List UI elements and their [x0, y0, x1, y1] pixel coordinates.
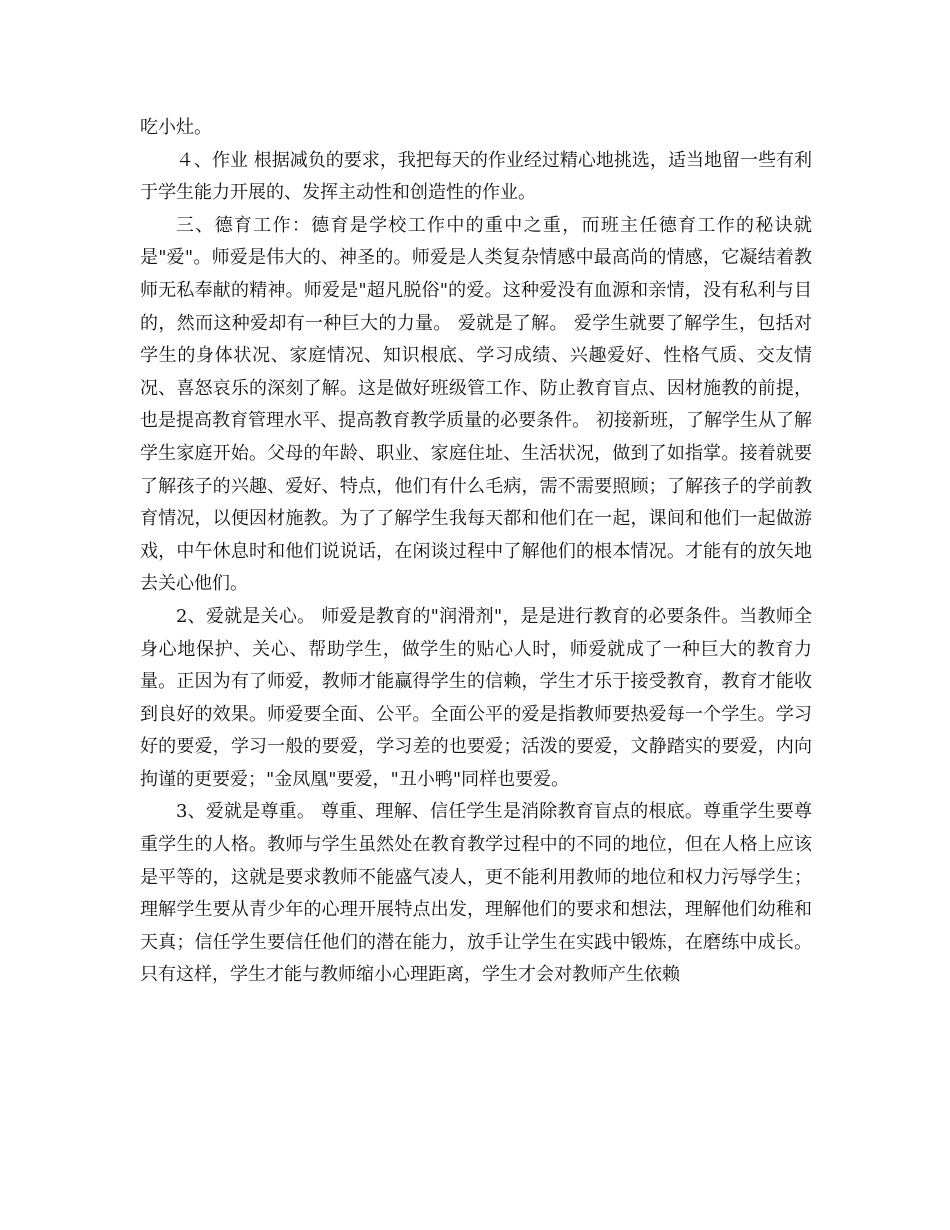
paragraph-4: 2、爱就是关心。 师爱是教育的"润滑剂"，是是进行教育的必要条件。当教师全身心地保护、关心、帮助学生，做学生的贴心人时，师爱就成了一种巨大的教育力量。正因为有了师爱，教师才能赢得学生的信赖，学生才乐于接受教育，教育才能收到良好的效果。师爱要全面、公平。全面公平的爱是指教师要热爱每一个学生。学习好的要爱，学习一般的要爱，学习差的也要爱；活泼的要爱，文静踏实的要爱，内向拘谨的更要爱；"金凤凰"要爱，"丑小鸭"同样也要爱。 [140, 605, 812, 790]
paragraph-2: ４、作业 根据减负的要求，我把每天的作业经过精心地挑选，适当地留一些有利于学生能力开展的、发挥主动性和创造性的作业。 [140, 149, 812, 204]
document-body [140, 112, 812, 992]
paragraph-3: 三、德育工作：德育是学校工作中的重中之重，而班主任德育工作的秘诀就是"爱"。师爱是伟大的、神圣的。师爱是人类复杂情感中最高尚的情感，它凝结着教师无私奉献的精神。师爱是"超凡脱俗"的爱。这种爱没有血源和亲情，没有私利与目的，然而这种爱却有一种巨大的力量。 爱就是了解。 爱学生就要了解学生，包括对学生的身体状况、家庭情况、知识根底、学习成绩、兴趣爱好、性格气质、交友情况、喜怒哀乐的深刻了解。这是做好班级管工作、防止教育盲点、因材施教的前提，也是提高教育管理水平、提高教育教学质量的必要条件。 初接新班，了解学生从了解学生家庭开始。父母的年龄、职业、家庭住址、生活状况，做到了如指掌。接着就要了解孩子的兴趣、爱好、特点，他们有什么毛病，需不需要照顾；了解孩子的学前教育情况，以便因材施教。为了了解学生我每天都和他们在一起，课间和他们一起做游戏，中午休息时和他们说说话，在闲谈过程中了解他们的根本情况。才能有的放矢地去关心他们。 [140, 214, 812, 595]
paragraph-5: 3、爱就是尊重。 尊重、理解、信任学生是消除教育盲点的根底。尊重学生要尊重学生的人格。教师与学生虽然处在教育教学过程中的不同的地位，但在人格上应该是平等的，这就是要求教师不能盛气凌人，更不能利用教师的地位和权力污辱学生；理解学生要从青少年的心理开展特点出发，理解他们的要求和想法，理解他们幼稚和天真；信任学生要信任他们的潜在能力，放手让学生在实践中锻炼，在磨练中成长。只有这样，学生才能与教师缩小心理距离，学生才会对教师产生依赖 [140, 801, 812, 986]
paragraph-1: 吃小灶。 [140, 117, 212, 138]
